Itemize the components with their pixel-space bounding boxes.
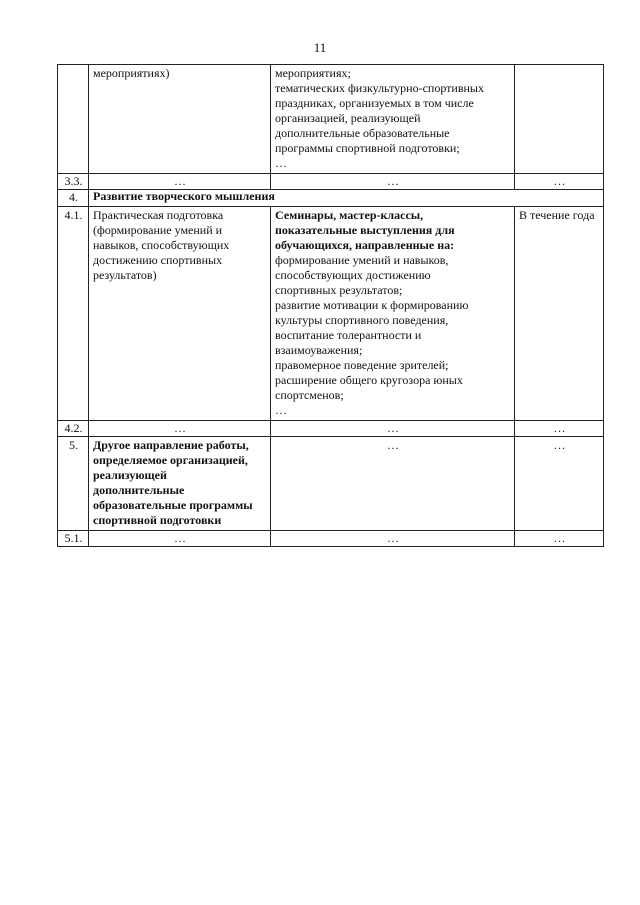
period-cell: В течение года	[515, 207, 604, 421]
description-line: культуры спортивного поведения,	[275, 313, 449, 327]
description-line: …	[275, 156, 287, 170]
description-heading-line: показательные выступления для	[275, 223, 455, 237]
row-number-cell	[58, 65, 89, 174]
section-title-line: спортивной подготовки	[93, 513, 222, 527]
activity-cell: …	[89, 531, 271, 547]
activity-plan-table	[57, 64, 604, 547]
section-title-line: образовательные программы	[93, 498, 253, 512]
description-line: организацией, реализующей	[275, 111, 421, 125]
row-number: 4.1.	[58, 207, 89, 421]
table-row-section-4	[58, 190, 604, 207]
description-cell: …	[271, 531, 515, 547]
description-line: мероприятиях;	[275, 66, 351, 80]
row-number: 5.1.	[58, 531, 89, 547]
activity-text: мероприятиях)	[93, 66, 170, 80]
description-line: развитие мотивации к формированию	[275, 298, 469, 312]
activity-cell	[89, 65, 271, 174]
period-cell: …	[515, 531, 604, 547]
activity-line: достижению спортивных	[93, 253, 223, 267]
description-line: взаимоуважения;	[275, 343, 363, 357]
description-line: дополнительные образовательные	[275, 126, 450, 140]
table-row-4-2	[58, 421, 604, 437]
activity-cell: …	[89, 174, 271, 190]
description-cell: …	[271, 174, 515, 190]
row-number: 3.3.	[58, 174, 89, 190]
section-title-line: Другое направление работы,	[93, 438, 249, 452]
description-line: спортсменов;	[275, 388, 344, 402]
description-line: способствующих достижению	[275, 268, 431, 282]
description-line: праздниках, организуемых в том числе	[275, 96, 474, 110]
section-title-line: дополнительные	[93, 483, 185, 497]
activity-line: навыков, способствующих	[93, 238, 230, 252]
table-row-section-5	[58, 437, 604, 531]
section-number: 4.	[58, 190, 89, 207]
description-line: программы спортивной подготовки;	[275, 141, 460, 155]
description-cell	[271, 207, 515, 421]
activity-line: Практическая подготовка	[93, 208, 224, 222]
page-number: 11	[313, 40, 327, 55]
activity-cell: …	[89, 421, 271, 437]
table-row-5-1	[58, 531, 604, 547]
description-line: …	[275, 403, 287, 417]
description-line: расширение общего кругозора юных	[275, 373, 463, 387]
description-line: правомерное поведение зрителей;	[275, 358, 449, 372]
description-cell: …	[271, 437, 515, 531]
table-row-3-3	[58, 174, 604, 190]
period-cell	[515, 65, 604, 174]
description-line: тематических физкультурно-спортивных	[275, 81, 484, 95]
section-number: 5.	[58, 437, 89, 531]
table-row-continued	[58, 65, 604, 174]
section-title-line: определяемое организацией,	[93, 453, 248, 467]
period-cell: …	[515, 437, 604, 531]
description-line: формирование умений и навыков,	[275, 253, 449, 267]
row-number: 4.2.	[58, 421, 89, 437]
description-heading-line: Семинары, мастер-классы,	[275, 208, 424, 222]
section-title: Развитие творческого мышления	[89, 190, 604, 207]
description-cell	[271, 65, 515, 174]
description-heading-line: обучающихся, направленные на:	[275, 238, 455, 252]
period-cell: …	[515, 421, 604, 437]
description-line: спортивных результатов;	[275, 283, 403, 297]
description-line: воспитание толерантности и	[275, 328, 422, 342]
activity-line: (формирование умений и	[93, 223, 223, 237]
activity-line: результатов)	[93, 268, 157, 282]
period-cell: …	[515, 174, 604, 190]
table-row-4-1	[58, 207, 604, 421]
description-cell: …	[271, 421, 515, 437]
section-title-line: реализующей	[93, 468, 167, 482]
section-title-cell	[89, 437, 271, 531]
activity-cell	[89, 207, 271, 421]
